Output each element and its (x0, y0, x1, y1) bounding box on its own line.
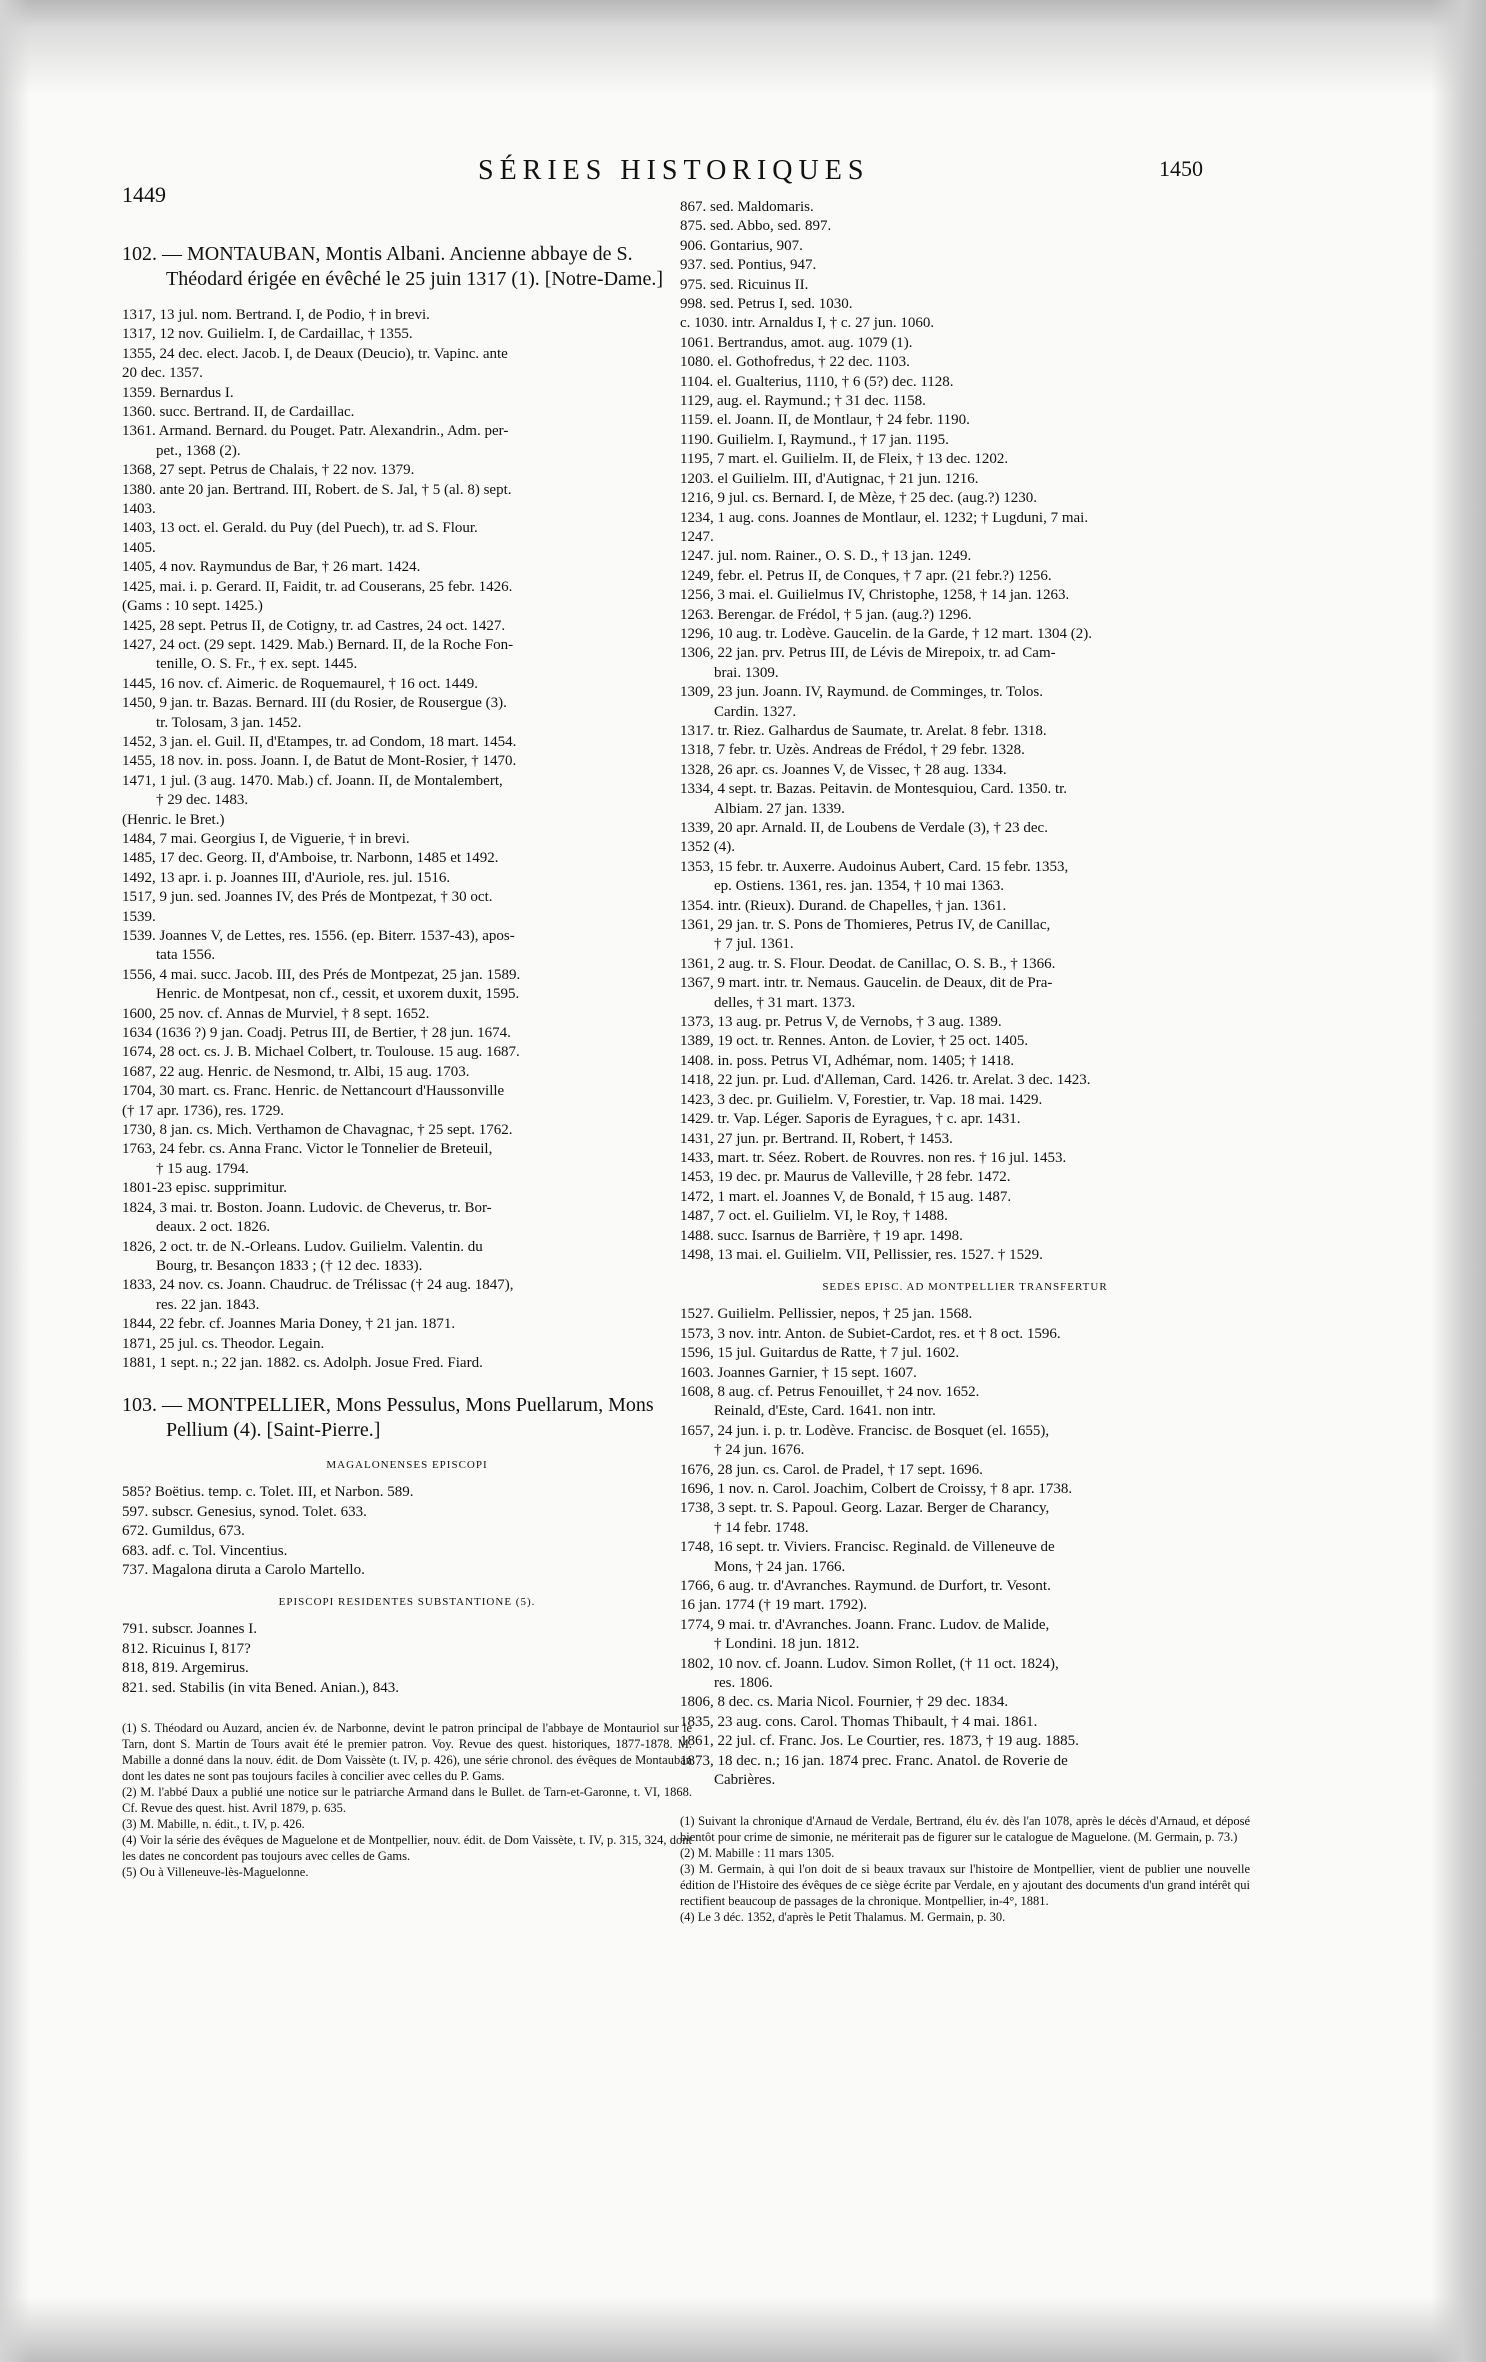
list-line: 1334, 4 sept. tr. Bazas. Peitavin. de Montesquiou, Card. 1350. tr. (680, 781, 1068, 798)
list-line: 1373, 13 aug. pr. Petrus V, de Vernobs, † 3 aug. 1389. (680, 1014, 1002, 1031)
list-line: 1556, 4 mai. succ. Jacob. III, des Prés de Montpezat, 25 jan. 1589. (122, 966, 521, 983)
list-line: 1159. el. Joann. II, de Montlaur, † 24 febr. 1190. (680, 412, 970, 429)
list-line: 1427, 24 oct. (29 sept. 1429. Mab.) Bernard. II, de la Roche Fon- (122, 636, 514, 653)
list-line: 1403, 13 oct. el. Gerald. du Puy (del Puech), tr. ad S. Flour. (122, 520, 478, 537)
list-line: 1405, 4 nov. Raymundus de Bar, † 26 mart. 1424. (122, 559, 421, 576)
list-line: 1452, 3 jan. el. Guil. II, d'Etampes, tr. ad Condom, 18 mart. 1454. (122, 733, 517, 750)
footnote: (5) Ou à Villeneuve-lès-Maguelonne. (122, 1865, 309, 1879)
list-line: 1844, 22 febr. cf. Joannes Maria Doney, † 21 jan. 1871. (122, 1316, 456, 1333)
list-line: 1360. succ. Bertrand. II, de Cardaillac. (122, 404, 355, 421)
list-line: 1484, 7 mai. Georgius I, de Viguerie, † in brevi. (122, 830, 410, 847)
list-line: 1431, 27 jun. pr. Bertrand. II, Robert, † 1453. (680, 1130, 953, 1147)
list-line: 1835, 23 aug. cons. Carol. Thomas Thibault, † 4 mai. 1861. (680, 1713, 1038, 1730)
footnote: (2) M. l'abbé Daux a publié une notice sur le patriarche Armand dans le Bullet. de Tarn-et-Garonne, t. VI, 1868. Cf. Revue des quest. hist. Avril 1879, p. 635. (122, 1785, 692, 1815)
sedes-list (680, 1305, 1250, 1790)
page-number-right: 1450 (1159, 156, 1203, 181)
running-title: SÉRIES HISTORIQUES (478, 155, 870, 186)
list-line: 1408. in. poss. Petrus VI, Adhémar, nom. 1405; † 1418. (680, 1052, 1015, 1069)
list-line: tenille, O. S. Fr., † ex. sept. 1445. (156, 656, 358, 673)
list-line: 1748, 16 sept. tr. Viviers. Francisc. Reginald. de Villeneuve de (680, 1539, 1055, 1556)
list-line: 1389, 19 oct. tr. Rennes. Anton. de Lovier, † 25 oct. 1405. (680, 1033, 1029, 1050)
footnote: (1) Suivant la chronique d'Arnaud de Verdale, Bertrand, élu év. dès l'an 1078, après le décès d'Arnaud, et déposé bientôt pour crime de simonie, ne mériterait pas de figurer sur le catalogue de Maguelone. (M. Germain, p. 73.) (680, 1813, 1250, 1844)
list-line: 1826, 2 oct. tr. de N.-Orleans. Ludov. Guilielm. Valentin. du (122, 1238, 483, 1255)
list-line: 1487, 7 oct. el. Guilielm. VI, le Roy, † 1488. (680, 1208, 948, 1225)
list-line: Albiam. 27 jan. 1339. (714, 800, 845, 817)
footnote: (3) M. Mabille, n. édit., t. IV, p. 426. (122, 1817, 305, 1831)
list-line: 1203. el Guilielm. III, d'Autignac, † 21 jun. 1216. (680, 470, 979, 487)
list-line: 1306, 22 jan. prv. Petrus III, de Lévis de Mirepoix, tr. ad Cam- (680, 645, 1056, 662)
list-line: 1608, 8 aug. cf. Petrus Fenouillet, † 24 nov. 1652. (680, 1383, 980, 1400)
list-line: 1104. el. Gualterius, 1110, † 6 (5?) dec. 1128. (680, 373, 954, 390)
list-line: 1380. ante 20 jan. Bertrand. III, Robert. de S. Jal, † 5 (al. 8) sept. (122, 481, 512, 498)
list-line: 1433, mart. tr. Séez. Robert. de Rouvres. non res. † 16 jul. 1453. (680, 1149, 1067, 1166)
list-line: 1317. tr. Riez. Galhardus de Saumate, tr. Arelat. 8 febr. 1318. (680, 722, 1047, 739)
magalonenses-list (122, 1483, 692, 1580)
list-line: 1361, 2 aug. tr. S. Flour. Deodat. de Canillac, O. S. B., † 1366. (680, 955, 1056, 972)
list-line: 597. subscr. Genesius, synod. Tolet. 633. (122, 1503, 367, 1520)
list-line: 1527. Guilielm. Pellissier, nepos, † 25 jan. 1568. (680, 1306, 973, 1323)
list-line: 1485, 17 dec. Georg. II, d'Amboise, tr. Narbonn, 1485 et 1492. (122, 850, 499, 867)
list-line: 1129, aug. el. Raymund.; † 31 dec. 1158. (680, 393, 926, 410)
list-line: 1247. (680, 528, 714, 545)
scan-shadow-top (0, 0, 1486, 95)
list-line: 16 jan. 1774 († 19 mart. 1792). (680, 1597, 868, 1614)
list-line: 1405. (122, 539, 156, 556)
list-line: 1763, 24 febr. cs. Anna Franc. Victor le Tonnelier de Breteuil, (122, 1141, 493, 1158)
list-line: 1802, 10 nov. cf. Joann. Ludov. Simon Rollet, († 11 oct. 1824), (680, 1655, 1059, 1672)
list-line: tata 1556. (156, 947, 216, 964)
footnote: (1) S. Théodard ou Auzard, ancien év. de Narbonne, devint le patron principal de l'abbaye de Montauriol sur le Tarn, dont S. Martin de Tours avait été le premier patron. Voy. Revue des quest. historiques, 1877-1878. M. Mabille a donné dans la nouv. édit. de Dom Vaissète (t. IV, p. 426), une série chronol. des évêques de Montauban dont les dates ne sont pas toujours faciles à concilier avec celles du P. Gams. (122, 1721, 692, 1783)
left-footnotes (122, 1720, 692, 1880)
list-line: 1256, 3 mai. el. Guilielmus IV, Christophe, 1258, † 14 jan. 1263. (680, 587, 1070, 604)
list-line: res. 1806. (714, 1675, 773, 1692)
list-line: 737. Magalona diruta a Carolo Martello. (122, 1561, 365, 1578)
residentes-list (122, 1620, 692, 1698)
list-line: Reinald, d'Este, Card. 1641. non intr. (714, 1403, 936, 1420)
list-line: Henric. de Montpesat, non cf., cessit, et uxorem duxit, 1595. (156, 986, 520, 1003)
list-line: 1774, 9 mai. tr. d'Avranches. Joann. Franc. Ludov. de Malide, (680, 1616, 1050, 1633)
list-line: Cabrières. (714, 1772, 776, 1789)
list-line: 1328, 26 apr. cs. Joannes V, de Vissec, † 28 aug. 1334. (680, 761, 1007, 778)
list-line: 1674, 28 oct. cs. J. B. Michael Colbert, tr. Toulouse. 15 aug. 1687. (122, 1044, 520, 1061)
list-line: 1539. Joannes V, de Lettes, res. 1556. (ep. Biterr. 1537-43), apos- (122, 928, 515, 944)
list-line: 1738, 3 sept. tr. S. Papoul. Georg. Lazar. Berger de Charancy, (680, 1500, 1050, 1517)
montauban-heading: 102. — MONTAUBAN, Montis Albani. Ancienne abbaye de S. Théodard érigée en évêché le 25 juin 1317 (1). [Notre-Dame.] (122, 243, 664, 290)
list-line: 1429. tr. Vap. Léger. Saporis de Eyragues, † c. apr. 1431. (680, 1111, 1021, 1128)
list-line: 1249, febr. el. Petrus II, de Conques, † 7 apr. (21 febr.?) 1256. (680, 567, 1052, 584)
list-line: 1634 (1636 ?) 9 jan. Coadj. Petrus III, de Bertier, † 28 jun. 1674. (122, 1025, 511, 1042)
list-line: 1234, 1 aug. cons. Joannes de Montlaur, el. 1232; † Lugduni, 7 mai. (680, 509, 1089, 526)
list-line: Bourg, tr. Besançon 1833 ; († 12 dec. 1833). (156, 1257, 423, 1274)
list-line: († 17 apr. 1736), res. 1729. (122, 1102, 285, 1119)
list-line: 1445, 16 nov. cf. Aimeric. de Roquemaurel, † 16 oct. 1449. (122, 675, 479, 692)
section-residentes: EPISCOPI RESIDENTES SUBSTANTIONE (5). (278, 1596, 536, 1609)
list-line: † 15 aug. 1794. (156, 1160, 249, 1177)
footnote: (3) M. Germain, à qui l'on doit de si beaux travaux sur l'histoire de Montpellier, vient de publier une nouvelle édition de l'Histoire des évêques de ce siège écrite par Verdale, en y ajoutant des documents d'un grand intérêt qui rectifient beaucoup de passages de la chronique. Montpellier, in-4°, 1881. (680, 1861, 1250, 1908)
list-line: 1247. jul. nom. Rainer., O. S. D., † 13 jan. 1249. (680, 548, 972, 565)
list-line: 1687, 22 aug. Henric. de Nesmond, tr. Albi, 15 aug. 1703. (122, 1063, 470, 1080)
scan-shadow-right (1431, 0, 1486, 2362)
footnote: (4) Voir la série des évêques de Maguelone et de Montpellier, nouv. édit. de Dom Vaissète, t. IV, p. 315, 324, dont les dates ne concordent pas toujours avec celles de Gams. (122, 1833, 692, 1863)
section-magalonenses: MAGALONENSES EPISCOPI (326, 1459, 488, 1472)
list-line: 1425, 28 sept. Petrus II, de Cotigny, tr. ad Castres, 24 oct. 1427. (122, 617, 506, 634)
list-line: 1657, 24 jun. i. p. tr. Lodève. Francisc. de Bosquet (el. 1655), (680, 1422, 1050, 1439)
list-line: pet., 1368 (2). (156, 442, 241, 459)
list-line: 1359. Bernardus I. (122, 384, 234, 401)
footnote: (2) M. Mabille : 11 mars 1305. (680, 1845, 835, 1860)
scan-shadow-left (0, 0, 30, 2362)
list-line: 1871, 25 jul. cs. Theodor. Legain. (122, 1335, 325, 1352)
list-line: 1596, 15 jul. Guitardus de Ratte, † 7 jul. 1602. (680, 1345, 960, 1362)
montauban-list (122, 306, 692, 1373)
list-line: 1354. intr. (Rieux). Durand. de Chapelles, † jan. 1361. (680, 897, 1007, 914)
list-line: 1361, 29 jan. tr. S. Pons de Thomieres, Petrus IV, de Canillac, (680, 917, 1051, 934)
list-line: 1317, 12 nov. Guilielm. I, de Cardaillac, † 1355. (122, 326, 413, 343)
list-line: 1472, 1 mart. el. Joannes V, de Bonald, † 15 aug. 1487. (680, 1188, 1012, 1205)
list-line: 672. Gumildus, 673. (122, 1523, 245, 1540)
list-line: 1704, 30 mart. cs. Franc. Henric. de Nettancourt d'Haussonville (122, 1083, 505, 1100)
list-line: 1833, 24 nov. cs. Joann. Chaudruc. de Trélissac († 24 aug. 1847), (122, 1277, 514, 1294)
list-line: 1766, 6 aug. tr. d'Avranches. Raymund. de Durfort, tr. Vesont. (680, 1578, 1051, 1595)
list-line: 1339, 20 apr. Arnald. II, de Loubens de Verdale (3), † 23 dec. (680, 820, 1048, 836)
list-line: 875. sed. Abbo, sed. 897. (680, 218, 832, 235)
montpellier-heading: 103. — MONTPELLIER, Mons Pessulus, Mons Puellarum, Mons Pellium (4). [Saint-Pierre.] (122, 1394, 654, 1442)
list-line: (Gams : 10 sept. 1425.) (122, 598, 263, 615)
list-line: 1353, 15 febr. tr. Auxerre. Audoinus Aubert, Card. 15 febr. 1353, (680, 858, 1069, 875)
list-line: 812. Ricuinus I, 817? (122, 1640, 251, 1657)
list-line: 1450, 9 jan. tr. Bazas. Bernard. III (du Rosier, de Rousergue (3). (122, 695, 507, 712)
list-line: 1367, 9 mart. intr. tr. Nemaus. Gaucelin. de Deaux, dit de Pra- (680, 975, 1053, 992)
list-line: 791. subscr. Joannes I. (122, 1621, 257, 1638)
list-line: 1471, 1 jul. (3 aug. 1470. Mab.) cf. Joann. II, de Montalembert, (122, 772, 503, 789)
list-line: 1453, 19 dec. pr. Maurus de Valleville, † 28 febr. 1472. (680, 1169, 1011, 1186)
list-line: † 14 febr. 1748. (714, 1519, 809, 1536)
list-line: res. 22 jan. 1843. (156, 1296, 260, 1313)
list-line: † 7 jul. 1361. (714, 936, 794, 953)
footnote: (4) Le 3 déc. 1352, d'après le Petit Thalamus. M. Germain, p. 30. (680, 1909, 1006, 1924)
list-line: 1539. (122, 908, 156, 925)
list-line: 1318, 7 febr. tr. Uzès. Andreas de Frédol, † 29 febr. 1328. (680, 742, 1025, 759)
list-line: 1361. Armand. Bernard. du Pouget. Patr. Alexandrin., Adm. per- (122, 423, 509, 440)
list-line: (Henric. le Bret.) (122, 811, 225, 828)
list-line: 818, 819. Argemirus. (122, 1660, 249, 1677)
list-line: brai. 1309. (714, 664, 779, 681)
list-line: 1423, 3 dec. pr. Guilielm. V, Forestier, tr. Vap. 18 mai. 1429. (680, 1091, 1043, 1108)
list-line: 867. sed. Maldomaris. (680, 199, 814, 215)
list-line: 1824, 3 mai. tr. Boston. Joann. Ludovic. de Cheverus, tr. Bor- (122, 1199, 492, 1216)
list-line: ep. Ostiens. 1361, res. jan. 1354, † 10 mai 1363. (714, 878, 1004, 895)
right-column (680, 198, 1250, 1925)
list-line: 1317, 13 jul. nom. Bertrand. I, de Podio, † in brevi. (122, 307, 430, 323)
list-line: c. 1030. intr. Arnaldus I, † c. 27 jun. 1060. (680, 315, 935, 332)
list-line: Mons, † 24 jan. 1766. (714, 1558, 846, 1575)
list-line: 1263. Berengar. de Frédol, † 5 jan. (aug.?) 1296. (680, 606, 972, 623)
list-line: 1488. succ. Isarnus de Barrière, † 19 apr. 1498. (680, 1227, 963, 1244)
list-line: 1190. Guilielm. I, Raymund., † 17 jan. 1195. (680, 431, 949, 448)
list-line: 1368, 27 sept. Petrus de Chalais, † 22 nov. 1379. (122, 462, 415, 479)
list-line: 1355, 24 dec. elect. Jacob. I, de Deaux (Deucio), tr. Vapinc. ante (122, 345, 508, 362)
list-line: 1696, 1 nov. n. Carol. Joachim, Colbert de Croissy, † 8 apr. 1738. (680, 1481, 1073, 1497)
list-line: 1352 (4). (680, 839, 735, 856)
list-line: 1296, 10 aug. tr. Lodève. Gaucelin. de la Garde, † 12 mart. 1304 (2). (680, 625, 1092, 642)
list-line: † Londini. 18 jun. 1812. (714, 1636, 860, 1653)
list-line: 1873, 18 dec. n.; 16 jan. 1874 prec. Franc. Anatol. de Roverie de (680, 1752, 1068, 1769)
list-line: 1455, 18 nov. in. poss. Joann. I, de Batut de Mont-Rosier, † 1470. (122, 753, 517, 770)
list-line: 1498, 13 mai. el. Guilielm. VII, Pellissier, res. 1527. † 1529. (680, 1246, 1043, 1263)
list-line: 937. sed. Pontius, 947. (680, 257, 817, 274)
list-line: † 29 dec. 1483. (156, 792, 249, 809)
list-line: Cardin. 1327. (714, 703, 797, 720)
list-line: 1080. el. Gothofredus, † 22 dec. 1103. (680, 354, 910, 371)
list-line: 1603. Joannes Garnier, † 15 sept. 1607. (680, 1364, 917, 1381)
list-line: 1730, 8 jan. cs. Mich. Verthamon de Chavagnac, † 25 sept. 1762. (122, 1122, 513, 1139)
list-line: 1861, 22 jul. cf. Franc. Jos. Le Courtier, res. 1873, † 19 aug. 1885. (680, 1733, 1079, 1750)
list-line: † 24 jun. 1676. (714, 1442, 805, 1459)
list-line: 1309, 23 jun. Joann. IV, Raymund. de Comminges, tr. Tolos. (680, 684, 1043, 701)
left-column (122, 238, 692, 1880)
list-line: 1573, 3 nov. intr. Anton. de Subiet-Cardot, res. et † 8 oct. 1596. (680, 1325, 1061, 1342)
list-line: 975. sed. Ricuinus II. (680, 276, 809, 293)
list-line: 1403. (122, 501, 156, 518)
list-line: 1600, 25 nov. cf. Annas de Murviel, † 8 sept. 1652. (122, 1005, 430, 1022)
list-line: 1881, 1 sept. n.; 22 jan. 1882. cs. Adolph. Josue Fred. Fiard. (122, 1354, 483, 1371)
list-line: deaux. 2 oct. 1826. (156, 1219, 271, 1236)
list-line: 1418, 22 jun. pr. Lud. d'Alleman, Card. 1426. tr. Arelat. 3 dec. 1423. (680, 1072, 1091, 1089)
page-number-left: 1449 (122, 182, 166, 207)
list-line: 1676, 28 jun. cs. Carol. de Pradel, † 17 sept. 1696. (680, 1461, 983, 1478)
scan-shadow-bottom (0, 2297, 1486, 2362)
section-sedes: SEDES EPISC. AD MONTPELLIER TRANSFERTUR (822, 1281, 1108, 1294)
right-footnotes (680, 1813, 1250, 1925)
list-line: tr. Tolosam, 3 jan. 1452. (156, 714, 302, 731)
list-line: 683. adf. c. Tol. Vincentius. (122, 1542, 288, 1559)
list-line: 1492, 13 apr. i. p. Joannes III, d'Auriole, res. jul. 1516. (122, 869, 451, 886)
list-line: 1061. Bertrandus, amot. aug. 1079 (1). (680, 334, 913, 351)
list-line: delles, † 31 mart. 1373. (714, 994, 856, 1011)
list-line: 20 dec. 1357. (122, 365, 203, 382)
list-line: 906. Gontarius, 907. (680, 237, 803, 254)
list-line: 821. sed. Stabilis (in vita Bened. Anian.), 843. (122, 1679, 400, 1696)
right-list (680, 198, 1250, 1265)
list-line: 1425, mai. i. p. Gerard. II, Faidit, tr. ad Couserans, 25 febr. 1426. (122, 578, 513, 595)
list-line: 1806, 8 dec. cs. Maria Nicol. Fournier, † 29 dec. 1834. (680, 1694, 1009, 1711)
list-line: 585? Boëtius. temp. c. Tolet. III, et Narbon. 589. (122, 1484, 414, 1501)
list-line: 998. sed. Petrus I, sed. 1030. (680, 296, 853, 313)
list-line: 1801-23 episc. supprimitur. (122, 1180, 287, 1197)
list-line: 1216, 9 jul. cs. Bernard. I, de Mèze, † 25 dec. (aug.?) 1230. (680, 490, 1037, 507)
list-line: 1195, 7 mart. el. Guilielm. II, de Fleix, † 13 dec. 1202. (680, 451, 1009, 468)
list-line: 1517, 9 jun. sed. Joannes IV, des Prés de Montpezat, † 30 oct. (122, 889, 493, 906)
